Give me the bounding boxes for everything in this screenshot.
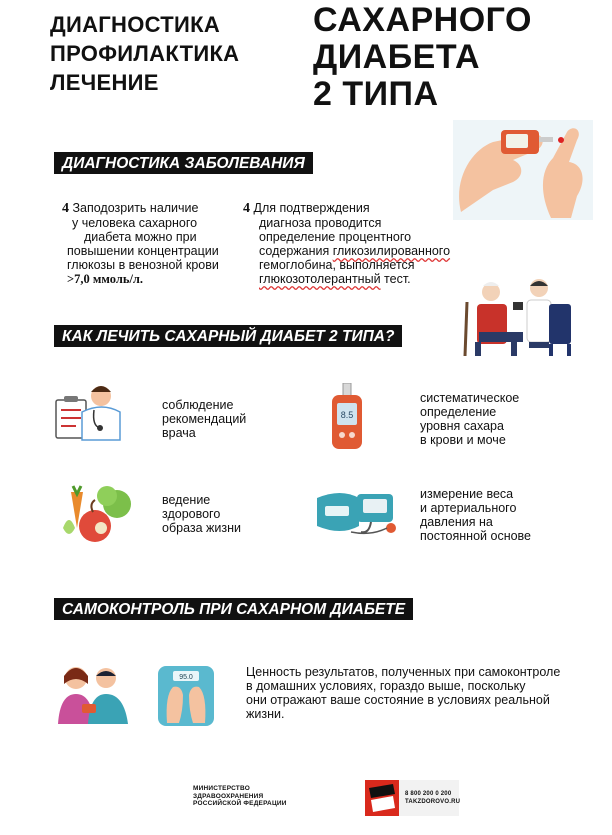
text-line: ведение bbox=[162, 493, 211, 507]
healthy-food-icon bbox=[59, 482, 133, 544]
text-line: диагноза проводится bbox=[259, 216, 382, 230]
text-line: здорового bbox=[162, 507, 221, 521]
selfcontrol-text bbox=[246, 665, 586, 721]
section-title-treatment bbox=[54, 325, 402, 347]
scale-reading: 95.0 bbox=[179, 674, 193, 681]
text-line: рекомендаций bbox=[162, 412, 247, 426]
text-line: Для подтверждения bbox=[253, 201, 370, 215]
diagnostics-column-1 bbox=[62, 201, 237, 286]
text-line: уровня сахара bbox=[420, 419, 504, 433]
section-title-text: ДИАГНОСТИКА ЗАБОЛЕВАНИЯ bbox=[62, 155, 305, 172]
text-line: диабета можно при bbox=[84, 230, 197, 244]
bullet-marker: 4 bbox=[62, 201, 69, 216]
text-line: они отражают ваше состояние в условиях реальной bbox=[246, 693, 550, 707]
hand-glucometer-illustration bbox=[453, 120, 593, 220]
text-line: глюкозы в венозной крови bbox=[67, 258, 219, 272]
treatment-item-1 bbox=[162, 398, 246, 440]
text-fragment: содержания bbox=[259, 244, 333, 258]
header-right-line: 2 ТИПА bbox=[313, 75, 439, 113]
doctor-icon bbox=[52, 378, 122, 444]
text-line: давления на bbox=[420, 515, 493, 529]
text-line: жизни. bbox=[246, 707, 285, 721]
text-line: постоянной основе bbox=[420, 529, 531, 543]
text-line: МИНИСТЕРСТВО bbox=[193, 785, 250, 792]
section-title-text: КАК ЛЕЧИТЬ САХАРНЫЙ ДИАБЕТ 2 ТИПА? bbox=[62, 328, 395, 345]
header-left-line: ДИАГНОСТИКА bbox=[50, 12, 221, 37]
glucometer-icon bbox=[330, 383, 364, 451]
term-glycated: гликозилированного bbox=[332, 244, 451, 258]
text-line: образа жизни bbox=[162, 521, 241, 535]
text-line: в крови и моче bbox=[420, 433, 506, 447]
text-line: и артериального bbox=[420, 501, 517, 515]
bathroom-scale-icon bbox=[157, 665, 215, 727]
takzdorovo-logo bbox=[365, 780, 399, 816]
text-fragment: тест. bbox=[380, 272, 411, 286]
diagnostics-column-2 bbox=[243, 201, 463, 286]
takzdorovo-badge[interactable] bbox=[365, 780, 459, 816]
section-title-diagnostics bbox=[54, 152, 313, 174]
header-left-line: ПРОФИЛАКТИКА bbox=[50, 41, 240, 66]
term-glucose-tolerance: глюкозотолерантный bbox=[259, 272, 381, 286]
hotline-phone: 8 800 200 0 200 bbox=[405, 791, 452, 797]
text-line: Ценность результатов, полученных при самоконтроле bbox=[246, 665, 561, 679]
text-line: у человека сахарного bbox=[72, 216, 198, 230]
text-line: гемоглобина, выполняется bbox=[259, 258, 415, 272]
text-line: определение bbox=[420, 405, 497, 419]
text-line: ЗДРАВООХРАНЕНИЯ bbox=[193, 792, 264, 800]
doctor-patient-illustration bbox=[461, 262, 573, 358]
glucometer-reading: 8.5 bbox=[340, 410, 354, 420]
treatment-item-2 bbox=[420, 391, 519, 447]
bullet-marker: 4 bbox=[243, 201, 250, 216]
header-left-line: ЛЕЧЕНИЕ bbox=[50, 70, 159, 95]
text-line bbox=[243, 272, 463, 286]
header-subtitle bbox=[50, 10, 239, 97]
header-right-line: САХАРНОГО bbox=[313, 1, 532, 39]
text-line: в домашних условиях, гораздо выше, поскольку bbox=[246, 679, 526, 693]
text-line: Заподозрить наличие bbox=[72, 201, 199, 215]
glucose-threshold: >7,0 ммоль/л. bbox=[67, 272, 144, 286]
header-title bbox=[313, 2, 532, 113]
ministry-logo-text bbox=[193, 785, 287, 808]
text-line: определение процентного bbox=[259, 230, 412, 244]
text-line: соблюдение bbox=[162, 398, 234, 412]
treatment-item-4 bbox=[420, 487, 531, 543]
section-title-text: САМОКОНТРОЛЬ ПРИ САХАРНОМ ДИАБЕТЕ bbox=[62, 601, 406, 618]
scale-tonometer-icon bbox=[311, 488, 397, 536]
text-line: РОССИЙСКОЙ ФЕДЕРАЦИИ bbox=[193, 800, 287, 807]
text-line: систематическое bbox=[420, 391, 520, 405]
website-link[interactable]: TAKZDOROVO.RU bbox=[405, 799, 461, 805]
text-line: врача bbox=[162, 426, 196, 440]
section-title-selfcontrol bbox=[54, 598, 413, 620]
treatment-item-3 bbox=[162, 493, 241, 535]
header-right-line: ДИАБЕТА bbox=[313, 38, 481, 76]
text-line: измерение веса bbox=[420, 487, 514, 501]
text-line: повышении концентрации bbox=[67, 244, 219, 258]
couple-illustration bbox=[54, 660, 132, 724]
text-line bbox=[243, 244, 463, 258]
